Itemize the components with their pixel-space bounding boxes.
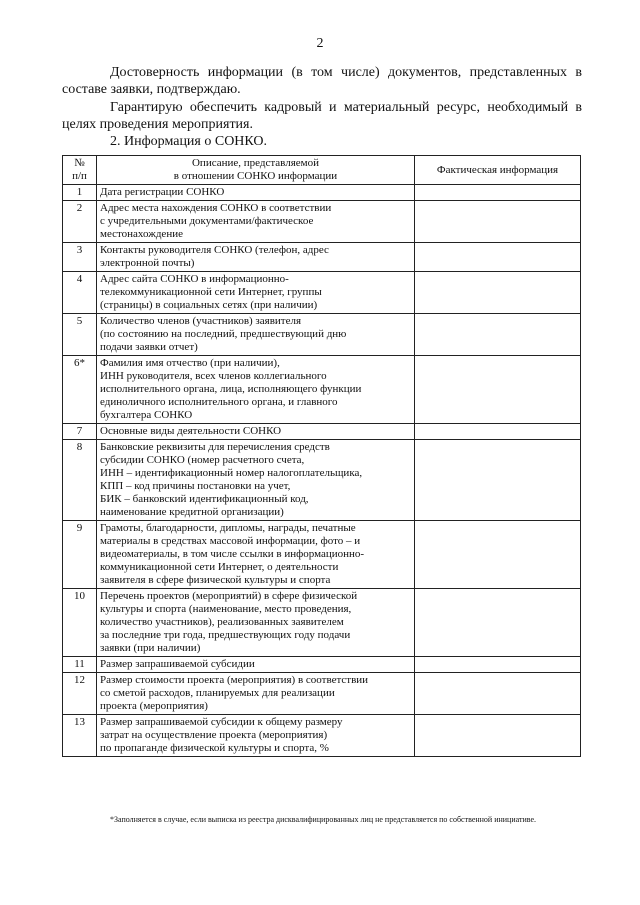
header-number: № п/п	[63, 156, 97, 185]
row-description: Фамилия имя отчество (при наличии), ИНН руководителя, всех членов коллегиального исполнительного органа, лица, исполняющего функции единоличного исполнительного органа, и главного бухгалтера СОНКО	[97, 356, 415, 424]
header-description: Описание, представляемой в отношении СОНКО информации	[97, 156, 415, 185]
table-row	[63, 589, 581, 657]
row-description: Адрес сайта СОНКО в информационно- телекоммуникационной сети Интернет, группы (страницы) в социальных сетях (при наличии)	[97, 272, 415, 314]
row-actual-info[interactable]	[415, 521, 581, 589]
table-row	[63, 201, 581, 243]
footnote: *Заполняется в случае, если выписка из реестра дисквалифицированных лиц не представляется по собственной инициативе.	[110, 815, 537, 824]
table-row	[63, 272, 581, 314]
row-number: 8	[63, 440, 97, 521]
row-actual-info[interactable]	[415, 424, 581, 440]
row-actual-info[interactable]	[415, 589, 581, 657]
row-actual-info[interactable]	[415, 715, 581, 757]
table-row	[63, 314, 581, 356]
table-row	[63, 424, 581, 440]
row-actual-info[interactable]	[415, 185, 581, 201]
row-description: Дата регистрации СОНКО	[97, 185, 415, 201]
table-row	[63, 521, 581, 589]
table-row	[63, 673, 581, 715]
header-actual-info: Фактическая информация	[415, 156, 581, 185]
row-description: Контакты руководителя СОНКО (телефон, адрес электронной почты)	[97, 243, 415, 272]
row-number: 1	[63, 185, 97, 201]
table-row	[63, 440, 581, 521]
row-number: 10	[63, 589, 97, 657]
row-number: 7	[63, 424, 97, 440]
row-actual-info[interactable]	[415, 440, 581, 521]
row-description: Банковские реквизиты для перечисления средств субсидии СОНКО (номер расчетного счета, ИНН – идентификационный номер налогоплательщика, КПП – код причины постановки на учет, БИК – банковский идентификационный код, наименование кредитной организации)	[97, 440, 415, 521]
row-number: 13	[63, 715, 97, 757]
row-number: 5	[63, 314, 97, 356]
row-number: 4	[63, 272, 97, 314]
row-description: Основные виды деятельности СОНКО	[97, 424, 415, 440]
row-description: Перечень проектов (мероприятий) в сфере физической культуры и спорта (наименование, место проведения, количество участников), реализованных заявителем за последние три года, предшествующих году подачи заявки (при наличии)	[97, 589, 415, 657]
table-row	[63, 356, 581, 424]
row-description: Размер стоимости проекта (мероприятия) в соответствии со сметой расходов, планируемых для реализации проекта (мероприятия)	[97, 673, 415, 715]
row-number: 6*	[63, 356, 97, 424]
page-number: 2	[316, 36, 324, 51]
row-number: 2	[63, 201, 97, 243]
table-row	[63, 657, 581, 673]
row-description: Размер запрашиваемой субсидии к общему размеру затрат на осуществление проекта (мероприятия) по пропаганде физической культуры и спорта, %	[97, 715, 415, 757]
row-actual-info[interactable]	[415, 356, 581, 424]
row-actual-info[interactable]	[415, 272, 581, 314]
row-description: Количество членов (участников) заявителя (по состоянию на последний, предшествующий дню подачи заявки отчет)	[97, 314, 415, 356]
section-heading: 2. Информация о СОНКО.	[110, 134, 268, 149]
row-actual-info[interactable]	[415, 314, 581, 356]
row-number: 9	[63, 521, 97, 589]
row-number: 3	[63, 243, 97, 272]
row-actual-info[interactable]	[415, 673, 581, 715]
row-actual-info[interactable]	[415, 201, 581, 243]
row-description: Размер запрашиваемой субсидии	[97, 657, 415, 673]
row-number: 12	[63, 673, 97, 715]
table-header-row	[63, 156, 581, 185]
row-actual-info[interactable]	[415, 657, 581, 673]
table-row	[63, 185, 581, 201]
row-number: 11	[63, 657, 97, 673]
table-row	[63, 715, 581, 757]
sonko-info-table	[62, 155, 581, 757]
paragraph-reliability: Достоверность информации (в том числе) документов, представленных в составе заявки, подтверждаю.	[62, 65, 582, 97]
row-actual-info[interactable]	[415, 243, 581, 272]
row-description: Адрес места нахождения СОНКО в соответствии с учредительными документами/фактическое местонахождение	[97, 201, 415, 243]
row-description: Грамоты, благодарности, дипломы, награды, печатные материалы в средствах массовой информации, фото – и видеоматериалы, в том числе ссылки в информационно- коммуникационной сети Интернет, о деятельности заявителя в сфере физической культуры и спорта	[97, 521, 415, 589]
table-row	[63, 243, 581, 272]
paragraph-guarantee: Гарантирую обеспечить кадровый и материальный ресурс, необходимый в целях проведения мероприятия.	[62, 100, 582, 132]
